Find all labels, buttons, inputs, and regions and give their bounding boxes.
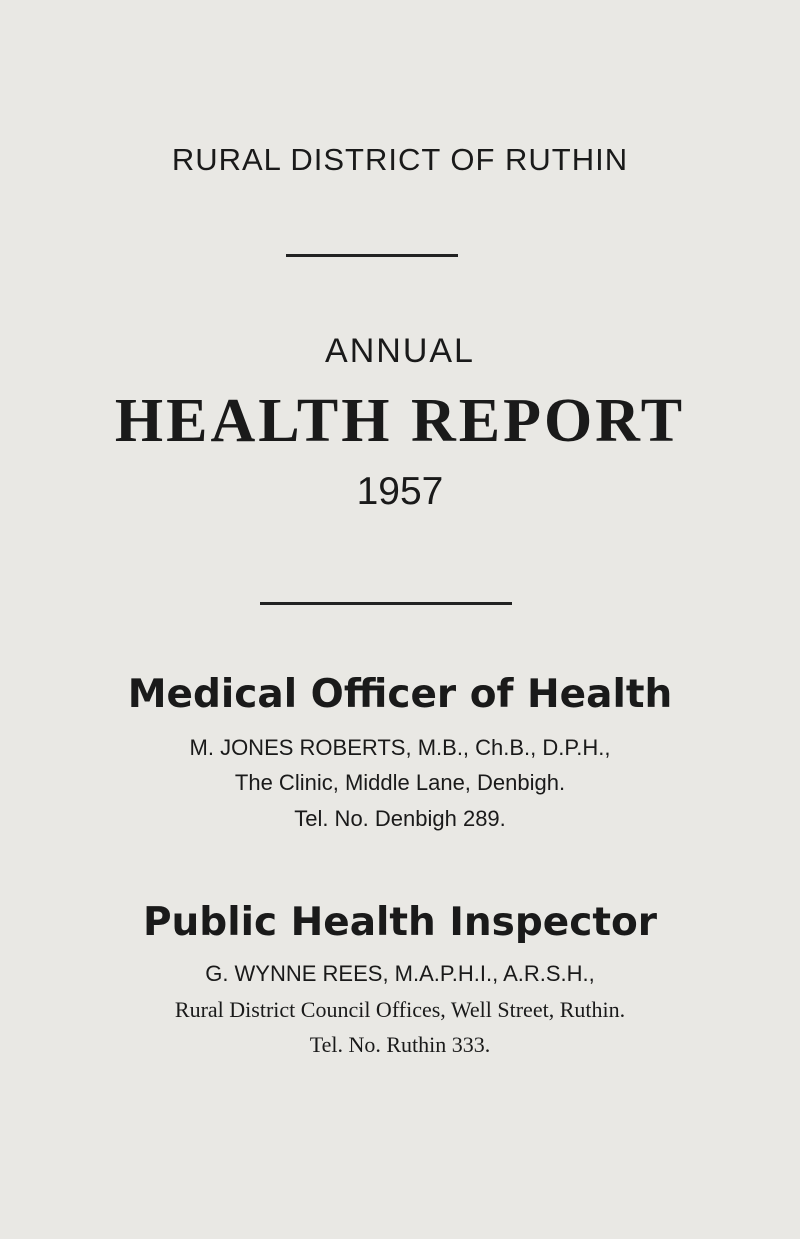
annual-label: ANNUAL — [325, 332, 475, 370]
health-inspector-address: Rural District Council Offices, Well Street, Ruthin. — [174, 997, 626, 1022]
medical-officer-name: M. JONES ROBERTS, M.B., Ch.B., D.P.H., — [189, 735, 611, 760]
bottom-divider — [260, 602, 512, 605]
medical-officer-telephone: Tel. No. Denbigh 289. — [294, 806, 506, 831]
medical-officer-heading: Medical Officer of Health — [127, 672, 673, 717]
health-inspector-telephone: Tel. No. Ruthin 333. — [309, 1032, 491, 1057]
report-title: HEALTH REPORT — [114, 387, 686, 455]
health-inspector-heading: Public Health Inspector — [142, 900, 658, 945]
medical-officer-address: The Clinic, Middle Lane, Denbigh. — [234, 770, 566, 795]
top-divider — [286, 254, 458, 257]
health-inspector-name: G. WYNNE REES, M.A.P.H.I., A.R.S.H., — [205, 961, 595, 986]
report-year: 1957 — [356, 470, 444, 513]
district-heading: RURAL DISTRICT OF RUTHIN — [171, 142, 629, 177]
